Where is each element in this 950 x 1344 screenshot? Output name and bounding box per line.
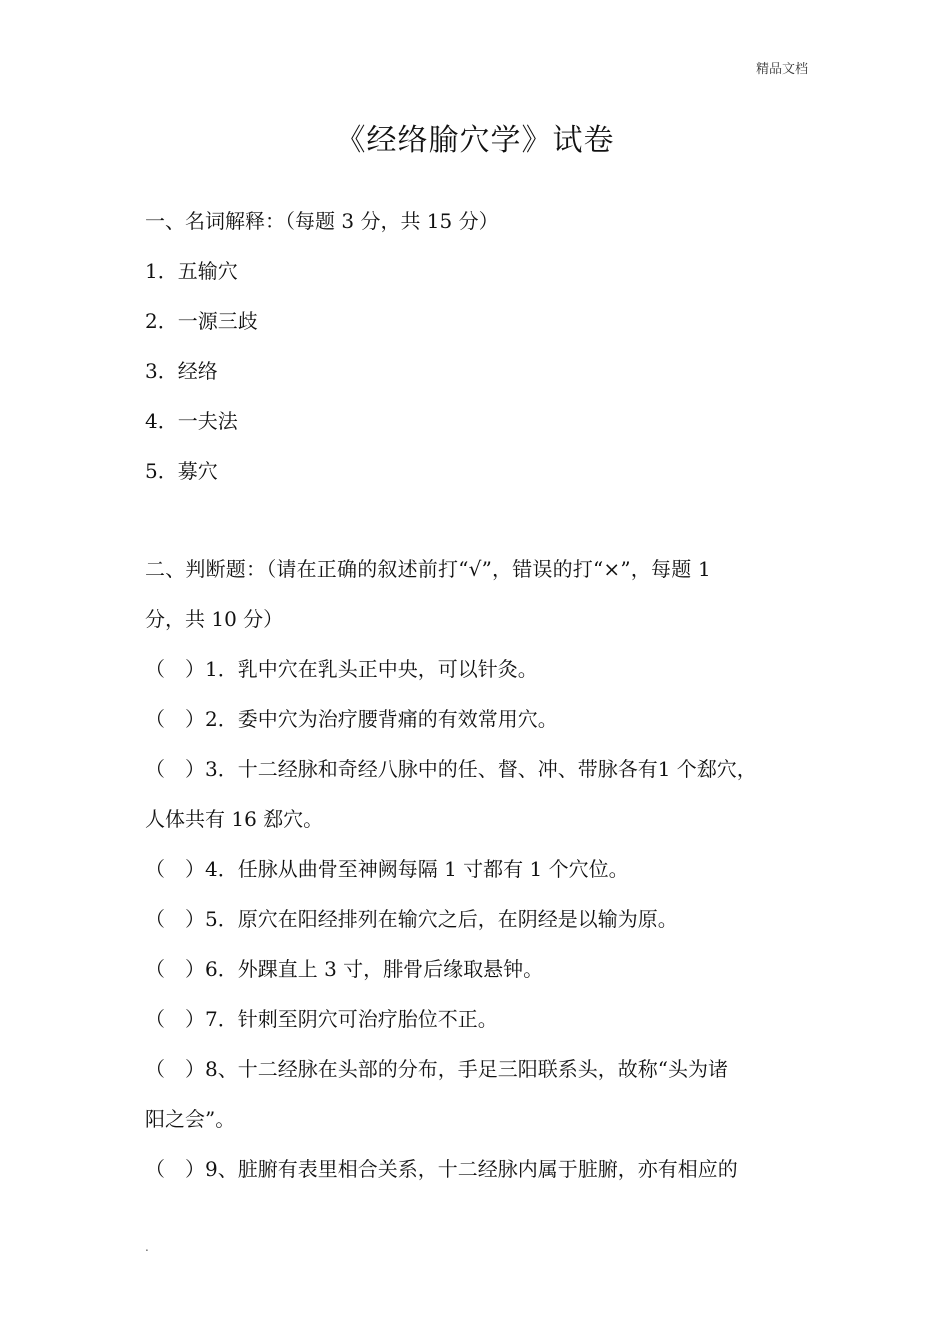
section1-heading: 一、名词解释：（每题 3 分，共 15 分） [145, 209, 499, 233]
section1-item: 4．一夫法 [145, 409, 238, 433]
section2-heading-cont: 分，共 10 分） [145, 607, 284, 631]
header-mark: 精品文档 [755, 62, 808, 77]
document-body [145, 200, 807, 1198]
section1-item: 5．募穴 [145, 459, 218, 483]
footer-dot: . [145, 1240, 149, 1254]
section1-item: 3．经络 [145, 359, 218, 383]
section1-item: 1．五输穴 [145, 259, 238, 283]
judgment-item: （ ）7．针刺至阴穴可治疗胎位不正。 [145, 1007, 498, 1031]
judgment-item-cont: 人体共有 16 郄穴。 [145, 807, 324, 831]
judgment-item: （ ）9、脏腑有表里相合关系，十二经脉内属于脏腑，亦有相应的 [145, 1157, 738, 1181]
page-title: 《经络腧穴学》试卷 [335, 123, 615, 158]
section-spacer [145, 500, 807, 548]
section2-heading: 二、判断题：（请在正确的叙述前打“√”，错误的打“×”，每题 1 [145, 557, 711, 581]
judgment-item: （ ）6．外踝直上 3 寸，腓骨后缘取悬钟。 [145, 957, 544, 981]
judgment-item: （ ）8、十二经脉在头部的分布，手足三阳联系头，故称“头为诸 [145, 1057, 728, 1081]
judgment-item: （ ）4．任脉从曲骨至神阙每隔 1 寸都有 1 个穴位。 [145, 857, 629, 881]
judgment-item-cont: 阳之会”。 [145, 1107, 236, 1131]
judgment-item: （ ）3．十二经脉和奇经八脉中的任、督、冲、带脉各有1 个郄穴， [145, 757, 757, 781]
judgment-item: （ ）5．原穴在阳经排列在输穴之后，在阴经是以输为原。 [145, 907, 678, 931]
judgment-item: （ ）2．委中穴为治疗腰背痛的有效常用穴。 [145, 707, 558, 731]
section1-item: 2．一源三歧 [145, 309, 258, 333]
judgment-item: （ ）1．乳中穴在乳头正中央，可以针灸。 [145, 657, 538, 681]
